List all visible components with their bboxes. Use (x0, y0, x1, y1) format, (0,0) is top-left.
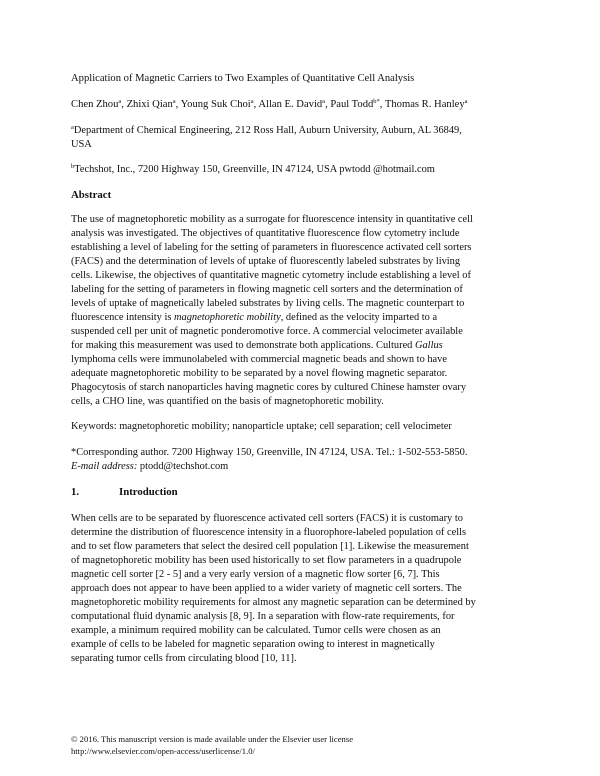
author-name: Young Suk Choi (180, 99, 251, 110)
body-line: approach does not appear to have been applied to a wider variety of magnetic cell sorters. The (71, 583, 462, 594)
affiliation-a-line2: USA (71, 139, 92, 150)
affil-b-text: Techshot, Inc., 7200 Highway 150, Greenville, IN 47124, USA pwtodd @hotmail.com (74, 164, 435, 175)
section-heading (71, 486, 371, 500)
body-line: and to set flow parameters that select the desired cell population [1]. Likewise the measurement (71, 541, 469, 552)
body-line: separating tumor cells from circulating blood [10, 11]. (71, 653, 297, 664)
abstract-line: The use of magnetophoretic mobility as a surrogate for fluorescence intensity in quantitative cell (71, 214, 473, 225)
abstract-line: labeling for the setting of parameters in flowing magnetic cell sorters and the determination of (71, 284, 463, 295)
email-label: E-mail address: (71, 461, 138, 472)
body-line: determine the distribution of fluorescence intensity in a fluorophore-labeled population of cells (71, 527, 467, 538)
abstract-text: for making this measurement was used to demonstrate both applications. Cultured (71, 340, 415, 351)
author-name: Zhixi Qian (126, 99, 173, 110)
abstract-line: Phagocytosis of starch nanoparticles having magnetic cores by cultured Chinese hamster ovary (71, 382, 467, 393)
abstract-line: cells. Likewise, the objectives of quantitative magnetic cytometry include establishing a level of (71, 270, 471, 281)
author-name: Paul Todd (330, 99, 374, 110)
author-affil-mark: a (118, 98, 122, 105)
abstract-line: adequate magnetophoretic mobility to be separated by a novel flowing magnetic separator. (71, 368, 448, 379)
abstract-line (71, 339, 443, 352)
abstract-heading: Abstract (71, 189, 112, 201)
emphasis-term: magnetophoretic mobility (174, 312, 281, 323)
author-affil-mark: b* (373, 98, 380, 105)
affil-a-text-line1: Department of Chemical Engineering, 212 Ross Hall, Auburn University, Auburn, AL 36849, (73, 125, 462, 136)
email-address: ptodd@techshot.com (137, 461, 229, 472)
corresponding-author: *Corresponding author. 7200 Highway 150, Greenville, IN 47124, USA. Tel.: 1-502-553-5850. (71, 447, 468, 458)
corresponding-email (71, 460, 228, 473)
abstract-text: fluorescence intensity is (71, 312, 175, 323)
keywords: Keywords: magnetophoretic mobility; nanoparticle uptake; cell separation; cell velocimeter (71, 421, 452, 432)
body-line: magnetic cell sorter [2 - 5] and a very early version of a magnetic flow sorter [6, 7]. This (71, 569, 440, 580)
paper-title: Application of Magnetic Carriers to Two Examples of Quantitative Cell Analysis (71, 73, 415, 84)
section-title: Introduction (119, 486, 178, 498)
abstract-line: cells, a CHO line, was quantified on the basis of magnetophoretic mobility. (71, 396, 384, 407)
abstract-line (71, 311, 437, 324)
abstract-line: establishing a level of labeling for the setting of parameters in fluorescence activated cell sorters (71, 242, 472, 253)
author-name: Allan E. David (258, 99, 323, 110)
body-line: example of cells to be labeled for magnetic separation owing to interest in magnetically (71, 639, 435, 650)
affil-mark-b: b (71, 163, 75, 170)
body-line: When cells are to be separated by fluorescence activated cell sorters (FACS) it is customary to (71, 513, 463, 524)
affiliation-a (71, 124, 462, 137)
author-name: Thomas R. Hanley (384, 99, 465, 110)
emphasis-term: Gallus (414, 340, 443, 351)
abstract-line: (FACS) and the determination of levels of uptake of fluorescently labeled substrates by living (71, 256, 461, 267)
body-line: computational fluid dynamic analysis [8, 9]. In a separation with flow-rate requirements, for (71, 611, 455, 622)
body-line: of magnetophoretic mobility has been used historically to set flow parameters in a quadrupole (71, 555, 462, 566)
license-notice: © 2016. This manuscript version is made available under the Elsevier user license (71, 734, 354, 744)
abstract-line: lymphoma cells were immunolabeled with commercial magnetic beads and shown to have (71, 354, 447, 365)
body-line: example, a minimum required mobility can be calculated. Tumor cells were chosen as an (71, 625, 441, 636)
affiliation-b (71, 163, 435, 176)
affil-mark-a: a (71, 124, 74, 131)
author-list: Chen Zhou$^a$, Zhixi Qian$^a$, Young Suk Choi$^a$, Allan E. David$^a$, Paul Todd$^{b*}$, Thomas R. Hanley$^a$ (71, 98, 468, 110)
author-affil-mark: a (464, 98, 468, 105)
abstract-line: analysis was investigated. The objectives of quantitative fluorescence flow cytometry include (71, 228, 460, 239)
license-url: http://www.elsevier.com/open-access/userlicense/1.0/ (71, 746, 255, 756)
author-affil-mark: a (322, 98, 326, 105)
abstract-line: levels of uptake of magnetically labeled substrates by living cells. The magnetic counterpart to (71, 298, 465, 309)
abstract-text: , defined as the velocity imparted to a (280, 312, 438, 323)
author-name: Chen Zhou (71, 99, 119, 110)
body-line: magnetophoretic mobility requirements for almost any magnetic separation can be determined by (71, 597, 476, 608)
section-number: 1. (71, 486, 80, 498)
author-affil-mark: a (172, 98, 176, 105)
abstract-line: suspended cell per unit of magnetic ponderomotive force. A commercial velocimeter available (71, 326, 463, 337)
author-affil-mark: a (250, 98, 254, 105)
